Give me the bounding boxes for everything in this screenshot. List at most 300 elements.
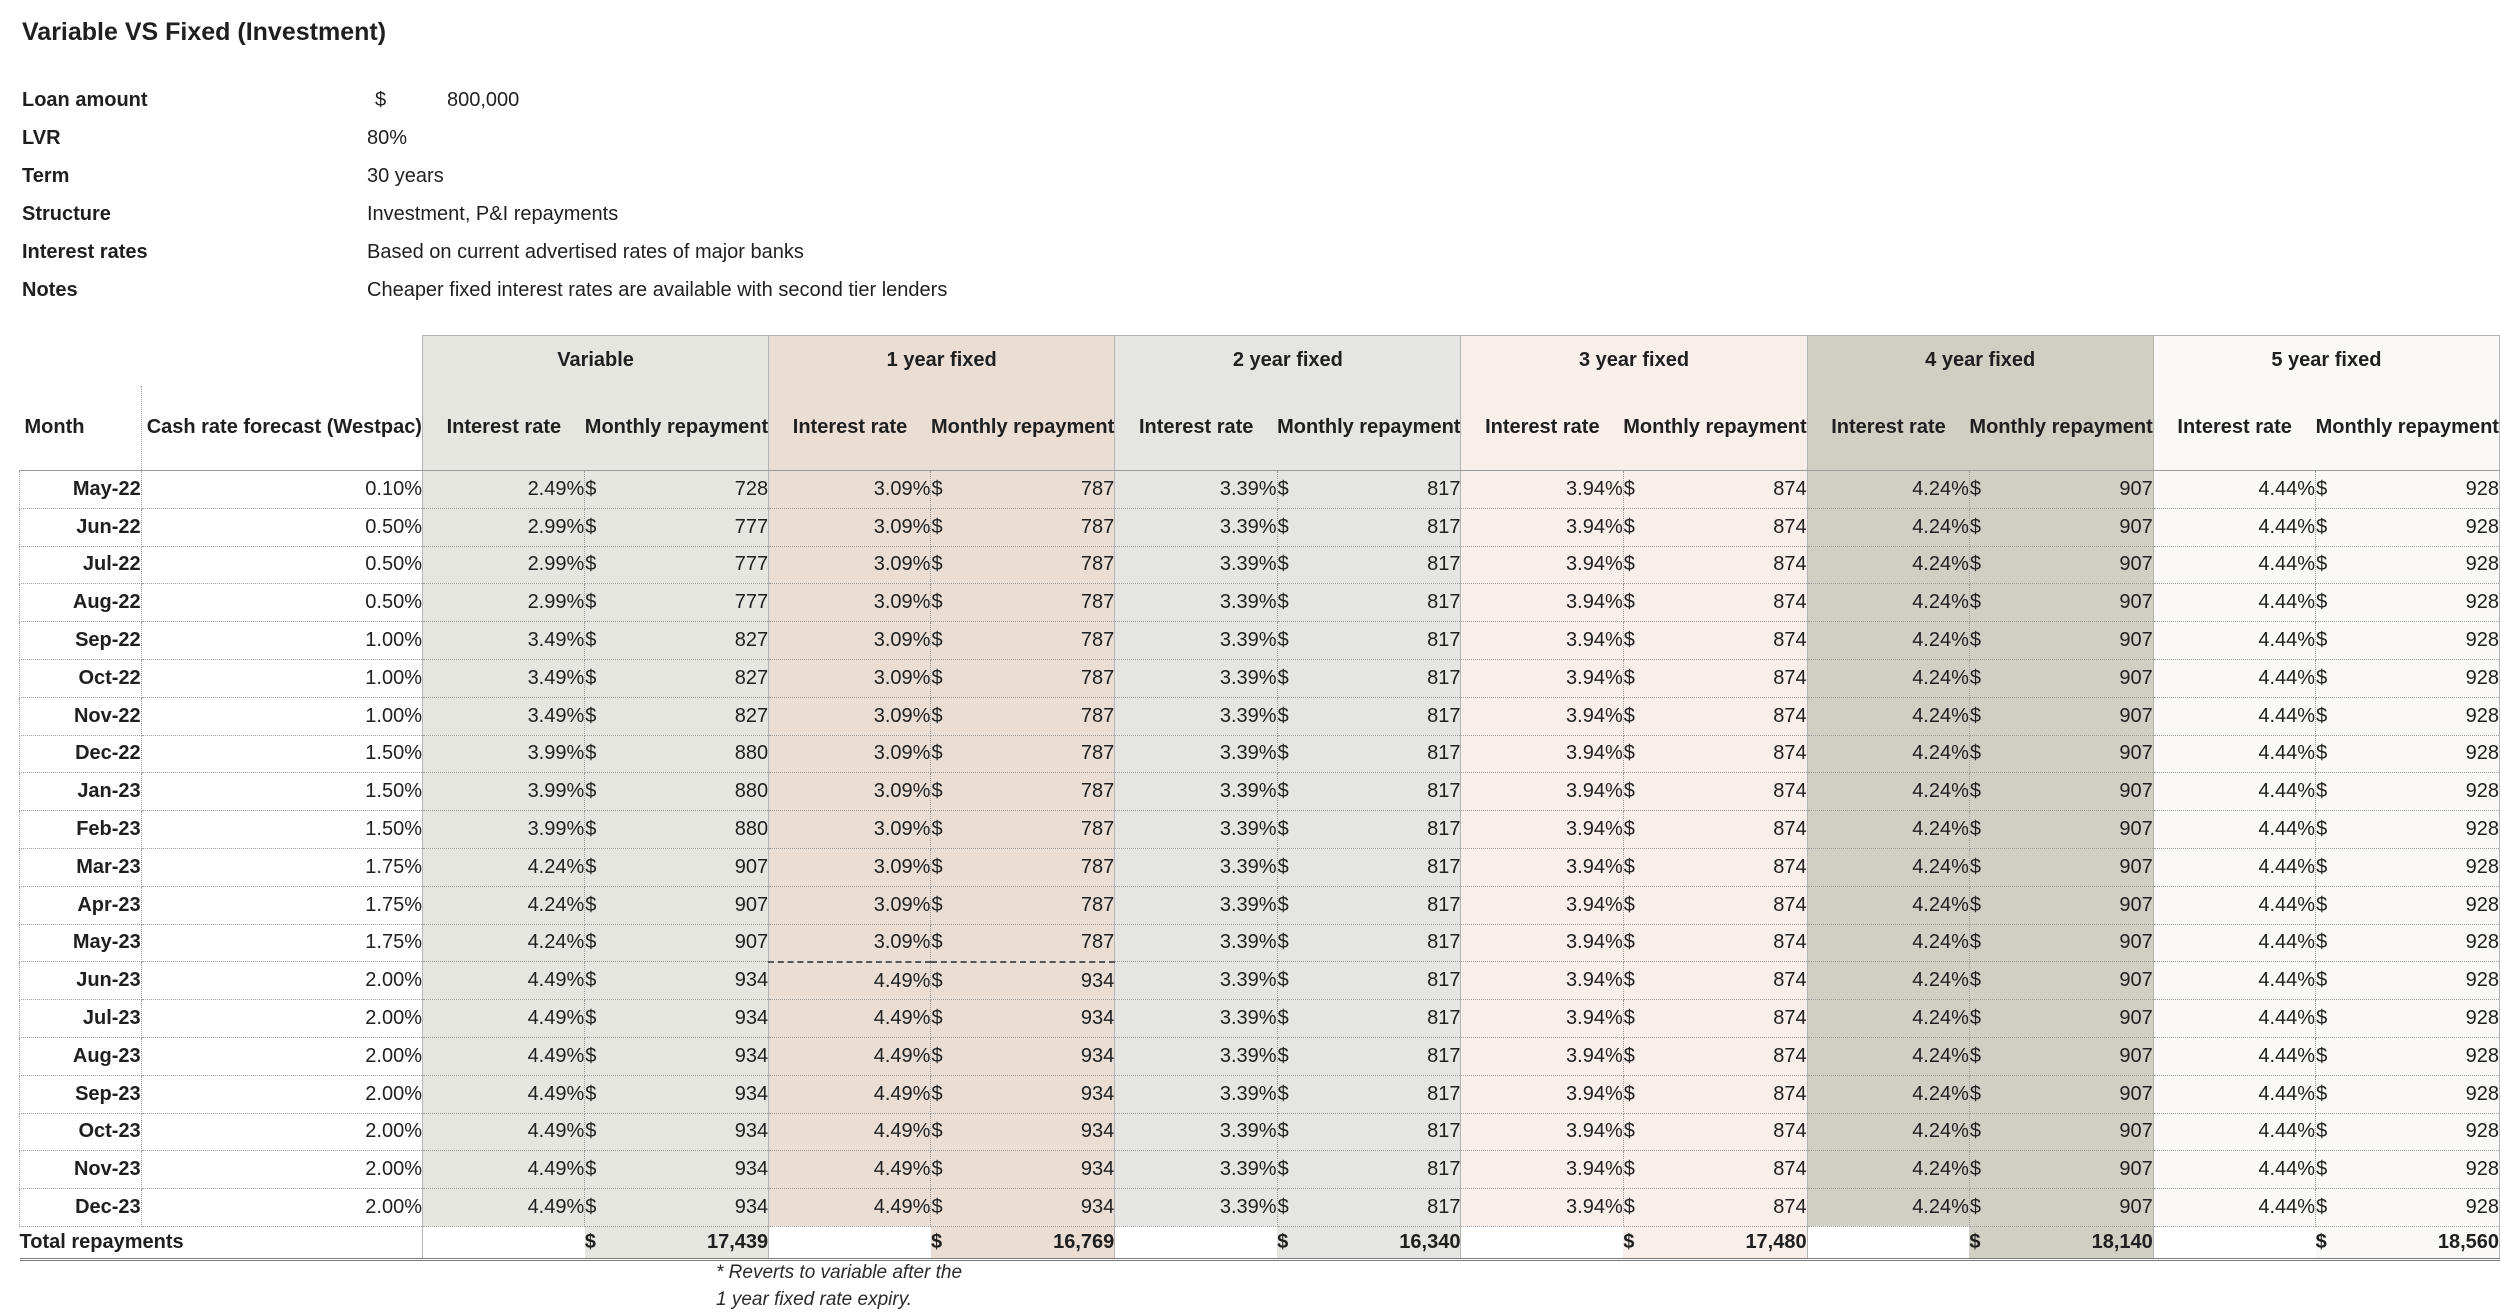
repayment-amount: 907 (2119, 1158, 2153, 1181)
table-row (20, 886, 2500, 924)
column-header-monthly-repayment: Monthly repayment (1969, 386, 2153, 471)
monthly-repayment-cell (931, 1151, 1115, 1189)
month-cell: Dec-22 (20, 735, 142, 773)
interest-rate-cell: 3.39% (1115, 1037, 1277, 1075)
cash-rate-cell: 1.00% (141, 659, 422, 697)
currency-symbol: $ (2316, 1082, 2328, 1105)
currency-symbol: $ (1623, 704, 1635, 727)
currency-symbol: $ (1969, 629, 1982, 652)
currency-symbol: $ (1277, 1120, 1289, 1143)
table-row (20, 584, 2500, 622)
total-amount: 17,439 (706, 1230, 769, 1253)
table-row (20, 622, 2500, 660)
repayment-amount: 907 (2119, 666, 2153, 689)
repayment-amount: 880 (734, 818, 769, 841)
repayment-amount: 817 (1427, 515, 1461, 538)
currency-symbol: $ (375, 88, 387, 111)
repayment-amount: 928 (2465, 1158, 2499, 1181)
monthly-repayment-cell (1969, 811, 2153, 849)
repayment-amount: 874 (1773, 591, 1807, 614)
repayment-amount: 907 (2119, 969, 2153, 992)
monthly-repayment-cell (1623, 1037, 1807, 1075)
currency-symbol: $ (585, 1082, 597, 1105)
currency-symbol: $ (931, 477, 943, 500)
currency-symbol: $ (2316, 1120, 2328, 1143)
interest-rate-cell: 4.24% (1807, 1151, 1969, 1189)
monthly-repayment-cell (1969, 773, 2153, 811)
interest-rate-cell: 4.44% (2153, 1000, 2315, 1038)
table-row (20, 1000, 2500, 1038)
monthly-repayment-cell (1969, 1000, 2153, 1038)
repayment-amount: 934 (734, 1007, 769, 1030)
currency-symbol: $ (2316, 855, 2328, 878)
currency-symbol: $ (585, 1158, 597, 1181)
blank-cell (1115, 1226, 1277, 1259)
currency-symbol: $ (1277, 855, 1289, 878)
repayment-amount: 874 (1773, 629, 1807, 652)
currency-symbol: $ (1969, 780, 1982, 803)
repayment-amount: 934 (734, 1158, 769, 1181)
monthly-repayment-cell (1969, 848, 2153, 886)
monthly-repayment-cell (585, 848, 769, 886)
blank-cell (141, 336, 422, 386)
info-row-interest-rates (22, 233, 947, 271)
currency-symbol: $ (585, 666, 597, 689)
monthly-repayment-cell (1277, 1189, 1461, 1227)
month-cell: Jul-23 (20, 1000, 142, 1038)
interest-rate-cell: 4.44% (2153, 1075, 2315, 1113)
interest-rate-cell: 3.39% (1115, 924, 1277, 962)
total-repayment-cell (2316, 1226, 2500, 1259)
repayment-amount: 817 (1427, 818, 1461, 841)
repayment-amount: 874 (1773, 666, 1807, 689)
repayment-amount: 817 (1427, 931, 1461, 954)
table-row (20, 546, 2500, 584)
monthly-repayment-cell (1277, 1075, 1461, 1113)
repayment-amount: 874 (1773, 742, 1807, 765)
monthly-repayment-cell (931, 1189, 1115, 1227)
total-amount: 16,340 (1399, 1230, 1461, 1253)
repayment-amount: 907 (2119, 704, 2153, 727)
currency-symbol: $ (2316, 742, 2328, 765)
interest-rate-cell: 4.24% (1807, 1075, 1969, 1113)
interest-rate-cell: 3.09% (769, 546, 931, 584)
interest-rate-cell: 4.44% (2153, 962, 2315, 1000)
month-cell: Jun-23 (20, 962, 142, 1000)
repayment-amount: 787 (1080, 893, 1115, 916)
currency-symbol: $ (931, 629, 943, 652)
repayment-amount: 907 (734, 855, 769, 878)
currency-symbol: $ (1277, 780, 1289, 803)
monthly-repayment-cell (931, 962, 1115, 1000)
interest-rate-cell: 4.24% (1807, 471, 1969, 509)
repayment-amount: 928 (2465, 591, 2499, 614)
interest-rate-cell: 3.94% (1461, 962, 1623, 1000)
monthly-repayment-cell (931, 1113, 1115, 1151)
currency-symbol: $ (1277, 477, 1289, 500)
monthly-repayment-cell (1277, 622, 1461, 660)
interest-rate-cell: 4.44% (2153, 584, 2315, 622)
monthly-repayment-cell (1277, 697, 1461, 735)
total-amount: 16,769 (1053, 1230, 1115, 1253)
monthly-repayment-cell (1277, 1000, 1461, 1038)
monthly-repayment-cell (931, 697, 1115, 735)
repayment-amount: 874 (1773, 1196, 1807, 1219)
blank-cell (20, 336, 142, 386)
currency-symbol: $ (1623, 1120, 1635, 1143)
currency-symbol: $ (585, 855, 597, 878)
currency-symbol: $ (1969, 704, 1982, 727)
total-repayment-cell (1623, 1226, 1807, 1259)
repayment-amount: 817 (1427, 1007, 1461, 1030)
monthly-repayment-cell (1623, 471, 1807, 509)
repayment-amount: 874 (1773, 1044, 1807, 1067)
table-row (20, 773, 2500, 811)
interest-rate-cell: 3.49% (422, 622, 584, 660)
interest-rate-cell: 3.94% (1461, 1113, 1623, 1151)
currency-symbol: $ (585, 931, 597, 954)
cash-rate-cell: 2.00% (141, 1037, 422, 1075)
interest-rate-cell: 4.24% (1807, 584, 1969, 622)
interest-rate-cell: 4.24% (1807, 848, 1969, 886)
blank-cell (2153, 1226, 2315, 1259)
repayment-amount: 934 (1080, 1082, 1115, 1105)
repayment-amount: 817 (1427, 742, 1461, 765)
currency-symbol: $ (931, 704, 943, 727)
month-cell: Sep-23 (20, 1075, 142, 1113)
footnote-line: 1 year fixed rate expiry. (716, 1289, 913, 1310)
monthly-repayment-cell (585, 508, 769, 546)
monthly-repayment-cell (1969, 1151, 2153, 1189)
cash-rate-cell: 2.00% (141, 962, 422, 1000)
cash-rate-cell: 0.10% (141, 471, 422, 509)
interest-rate-cell: 3.09% (769, 735, 931, 773)
currency-symbol: $ (2316, 818, 2328, 841)
interest-rate-cell: 3.94% (1461, 622, 1623, 660)
currency-symbol: $ (1623, 1196, 1635, 1219)
info-row-lvr (22, 119, 947, 157)
currency-symbol: $ (1623, 1158, 1635, 1181)
interest-rate-cell: 3.09% (769, 773, 931, 811)
interest-rate-cell: 3.49% (422, 659, 584, 697)
month-cell: Nov-22 (20, 697, 142, 735)
monthly-repayment-cell (2316, 471, 2500, 509)
interest-rate-cell: 4.24% (1807, 1000, 1969, 1038)
info-row-loan-amount (22, 81, 947, 119)
interest-rate-cell: 4.44% (2153, 508, 2315, 546)
interest-rate-cell: 3.09% (769, 508, 931, 546)
repayment-amount: 928 (2465, 742, 2499, 765)
monthly-repayment-cell (585, 1037, 769, 1075)
repayment-amount: 907 (2119, 1044, 2153, 1067)
interest-rate-cell: 4.44% (2153, 773, 2315, 811)
repayment-amount: 928 (2465, 477, 2499, 500)
cash-rate-cell: 1.50% (141, 735, 422, 773)
repayment-amount: 874 (1773, 818, 1807, 841)
month-cell: Apr-23 (20, 886, 142, 924)
monthly-repayment-cell (931, 508, 1115, 546)
monthly-repayment-cell (1623, 924, 1807, 962)
repayment-amount: 907 (2119, 818, 2153, 841)
repayment-amount: 934 (1080, 969, 1115, 992)
interest-rate-cell: 4.49% (769, 1189, 931, 1227)
repayment-amount: 817 (1427, 591, 1461, 614)
interest-rate-cell: 3.39% (1115, 1000, 1277, 1038)
interest-rate-cell: 4.24% (422, 848, 584, 886)
blank-cell (769, 1226, 931, 1259)
currency-symbol: $ (2316, 629, 2328, 652)
repayment-amount: 907 (2119, 1082, 2153, 1105)
currency-symbol: $ (1623, 477, 1635, 500)
monthly-repayment-cell (931, 1075, 1115, 1113)
repayment-amount: 817 (1427, 893, 1461, 916)
currency-symbol: $ (585, 1007, 597, 1030)
repayment-amount: 907 (2119, 477, 2153, 500)
month-cell: Dec-23 (20, 1189, 142, 1227)
interest-rate-cell: 4.24% (1807, 773, 1969, 811)
currency-symbol: $ (585, 1120, 597, 1143)
interest-rate-cell: 3.39% (1115, 508, 1277, 546)
month-cell: Oct-23 (20, 1113, 142, 1151)
monthly-repayment-cell (585, 773, 769, 811)
blank-cell (1807, 1226, 1969, 1259)
monthly-repayment-cell (1277, 811, 1461, 849)
table-row (20, 659, 2500, 697)
currency-symbol: $ (1623, 1230, 1635, 1253)
currency-symbol: $ (1623, 969, 1635, 992)
currency-symbol: $ (1277, 629, 1289, 652)
interest-rate-cell: 4.44% (2153, 886, 2315, 924)
repayment-amount: 817 (1427, 1158, 1461, 1181)
repayment-amount: 827 (734, 666, 769, 689)
interest-rate-cell: 3.09% (769, 659, 931, 697)
column-header-month: Month (20, 386, 142, 471)
repayment-amount: 827 (734, 704, 769, 727)
currency-symbol: $ (2316, 1007, 2328, 1030)
interest-rate-cell: 3.39% (1115, 886, 1277, 924)
monthly-repayment-cell (931, 1037, 1115, 1075)
info-value: Based on current advertised rates of major banks (367, 240, 804, 263)
currency-symbol: $ (2316, 704, 2328, 727)
currency-symbol: $ (1277, 666, 1289, 689)
currency-symbol: $ (585, 742, 597, 765)
interest-rate-cell: 2.49% (422, 471, 584, 509)
currency-symbol: $ (2316, 666, 2328, 689)
month-cell: Jan-23 (20, 773, 142, 811)
currency-symbol: $ (1969, 1120, 1982, 1143)
monthly-repayment-cell (1277, 962, 1461, 1000)
month-cell: Aug-23 (20, 1037, 142, 1075)
repayment-amount: 728 (734, 477, 769, 500)
monthly-repayment-cell (2316, 1075, 2500, 1113)
currency-symbol: $ (2315, 1230, 2327, 1253)
info-row-notes (22, 271, 947, 309)
repayment-amount: 817 (1427, 629, 1461, 652)
monthly-repayment-cell (2316, 924, 2500, 962)
currency-symbol: $ (2316, 1196, 2328, 1219)
monthly-repayment-cell (931, 1000, 1115, 1038)
footnote-line: * Reverts to variable after the (716, 1262, 963, 1283)
interest-rate-cell: 3.94% (1461, 1189, 1623, 1227)
currency-symbol: $ (1277, 969, 1289, 992)
monthly-repayment-cell (1969, 622, 2153, 660)
repayment-amount: 907 (2119, 742, 2153, 765)
column-header-monthly-repayment: Monthly repayment (1277, 386, 1461, 471)
currency-symbol: $ (1969, 1230, 1981, 1253)
monthly-repayment-cell (585, 546, 769, 584)
repayment-amount: 907 (2119, 1196, 2153, 1219)
currency-symbol: $ (1969, 969, 1982, 992)
currency-symbol: $ (1969, 818, 1982, 841)
currency-symbol: $ (1277, 931, 1289, 954)
interest-rate-cell: 3.49% (422, 697, 584, 735)
repayment-amount: 817 (1427, 855, 1461, 878)
cash-rate-cell: 2.00% (141, 1151, 422, 1189)
repayment-amount: 928 (2465, 553, 2499, 576)
interest-rate-cell: 4.24% (422, 924, 584, 962)
interest-rate-cell: 4.24% (1807, 962, 1969, 1000)
repayment-amount: 787 (1080, 818, 1115, 841)
interest-rate-cell: 3.94% (1461, 1037, 1623, 1075)
interest-rate-cell: 3.39% (1115, 848, 1277, 886)
monthly-repayment-cell (585, 697, 769, 735)
blank-cell (1461, 1226, 1623, 1259)
currency-symbol: $ (1623, 629, 1635, 652)
cash-rate-cell: 1.00% (141, 622, 422, 660)
monthly-repayment-cell (2316, 811, 2500, 849)
currency-symbol: $ (1623, 931, 1635, 954)
repayment-amount: 928 (2465, 1044, 2499, 1067)
interest-rate-cell: 4.44% (2153, 471, 2315, 509)
currency-symbol: $ (1623, 818, 1635, 841)
interest-rate-cell: 3.39% (1115, 735, 1277, 773)
interest-rate-cell: 3.09% (769, 584, 931, 622)
currency-symbol: $ (931, 553, 943, 576)
monthly-repayment-cell (1623, 1000, 1807, 1038)
interest-rate-cell: 4.24% (1807, 622, 1969, 660)
cash-rate-cell: 1.75% (141, 848, 422, 886)
currency-symbol: $ (1277, 1196, 1289, 1219)
monthly-repayment-cell (2316, 659, 2500, 697)
monthly-repayment-cell (1277, 1037, 1461, 1075)
monthly-repayment-cell (2316, 622, 2500, 660)
cash-rate-cell: 1.75% (141, 886, 422, 924)
table-row (20, 811, 2500, 849)
interest-rate-cell: 4.49% (422, 1037, 584, 1075)
month-cell: Aug-22 (20, 584, 142, 622)
repayment-amount: 928 (2465, 1196, 2499, 1219)
info-label: Loan amount (22, 88, 148, 111)
interest-rate-cell: 3.39% (1115, 471, 1277, 509)
monthly-repayment-cell (585, 1075, 769, 1113)
currency-symbol: $ (1969, 1082, 1982, 1105)
interest-rate-cell: 4.49% (769, 1151, 931, 1189)
total-repayment-cell (1969, 1226, 2153, 1259)
interest-rate-cell: 3.94% (1461, 848, 1623, 886)
interest-rate-cell: 4.49% (422, 1151, 584, 1189)
table-row (20, 508, 2500, 546)
monthly-repayment-cell (931, 622, 1115, 660)
monthly-repayment-cell (1277, 735, 1461, 773)
monthly-repayment-cell (1277, 584, 1461, 622)
interest-rate-cell: 4.24% (1807, 924, 1969, 962)
monthly-repayment-cell (1623, 1189, 1807, 1227)
interest-rate-cell: 4.44% (2153, 697, 2315, 735)
cash-rate-cell: 2.00% (141, 1075, 422, 1113)
total-amount: 18,140 (2091, 1230, 2153, 1253)
monthly-repayment-cell (2316, 886, 2500, 924)
repayment-amount: 934 (1080, 1120, 1115, 1143)
currency-symbol: $ (1969, 1196, 1982, 1219)
table-row (20, 697, 2500, 735)
month-cell: Feb-23 (20, 811, 142, 849)
repayment-amount: 928 (2465, 818, 2499, 841)
interest-rate-cell: 3.94% (1461, 811, 1623, 849)
interest-rate-cell: 4.49% (769, 1113, 931, 1151)
interest-rate-cell: 4.49% (769, 1000, 931, 1038)
repayment-amount: 874 (1773, 969, 1807, 992)
currency-symbol: $ (1969, 855, 1982, 878)
repayment-amount: 874 (1773, 931, 1807, 954)
repayment-amount: 874 (1773, 553, 1807, 576)
repayment-amount: 907 (2119, 893, 2153, 916)
monthly-repayment-cell (1623, 659, 1807, 697)
repayment-amount: 907 (734, 931, 769, 954)
repayment-amount: 907 (2119, 780, 2153, 803)
monthly-repayment-cell (1969, 584, 2153, 622)
interest-rate-cell: 3.99% (422, 773, 584, 811)
repayment-amount: 787 (1080, 477, 1115, 500)
currency-symbol: $ (585, 1044, 597, 1067)
interest-rate-cell: 4.44% (2153, 1151, 2315, 1189)
month-cell: May-23 (20, 924, 142, 962)
currency-symbol: $ (1969, 515, 1982, 538)
currency-symbol: $ (931, 515, 943, 538)
column-header-monthly-repayment: Monthly repayment (1623, 386, 1807, 471)
repayment-amount: 928 (2465, 1007, 2499, 1030)
info-row-structure (22, 195, 947, 233)
cash-rate-cell: 2.00% (141, 1189, 422, 1227)
interest-rate-cell: 3.94% (1461, 697, 1623, 735)
monthly-repayment-cell (585, 1189, 769, 1227)
currency-symbol: $ (1969, 553, 1982, 576)
monthly-repayment-cell (585, 1151, 769, 1189)
monthly-repayment-cell (585, 1113, 769, 1151)
monthly-repayment-cell (585, 811, 769, 849)
repayment-amount: 874 (1773, 1158, 1807, 1181)
monthly-repayment-cell (1623, 773, 1807, 811)
monthly-repayment-cell (1277, 1113, 1461, 1151)
monthly-repayment-cell (931, 584, 1115, 622)
monthly-repayment-cell (2316, 735, 2500, 773)
currency-symbol: $ (1969, 742, 1982, 765)
repayment-amount: 934 (1080, 1196, 1115, 1219)
interest-rate-cell: 3.94% (1461, 659, 1623, 697)
info-row-term (22, 157, 947, 195)
currency-symbol: $ (2316, 969, 2328, 992)
column-header-interest-rate: Interest rate (422, 386, 584, 471)
cash-rate-cell: 2.00% (141, 1113, 422, 1151)
repayment-amount: 928 (2465, 855, 2499, 878)
month-cell: Oct-22 (20, 659, 142, 697)
monthly-repayment-cell (2316, 584, 2500, 622)
interest-rate-cell: 3.39% (1115, 1113, 1277, 1151)
interest-rate-cell: 3.09% (769, 848, 931, 886)
currency-symbol: $ (931, 931, 943, 954)
repayment-amount: 874 (1773, 704, 1807, 727)
currency-symbol: $ (1277, 1158, 1289, 1181)
monthly-repayment-cell (1277, 659, 1461, 697)
